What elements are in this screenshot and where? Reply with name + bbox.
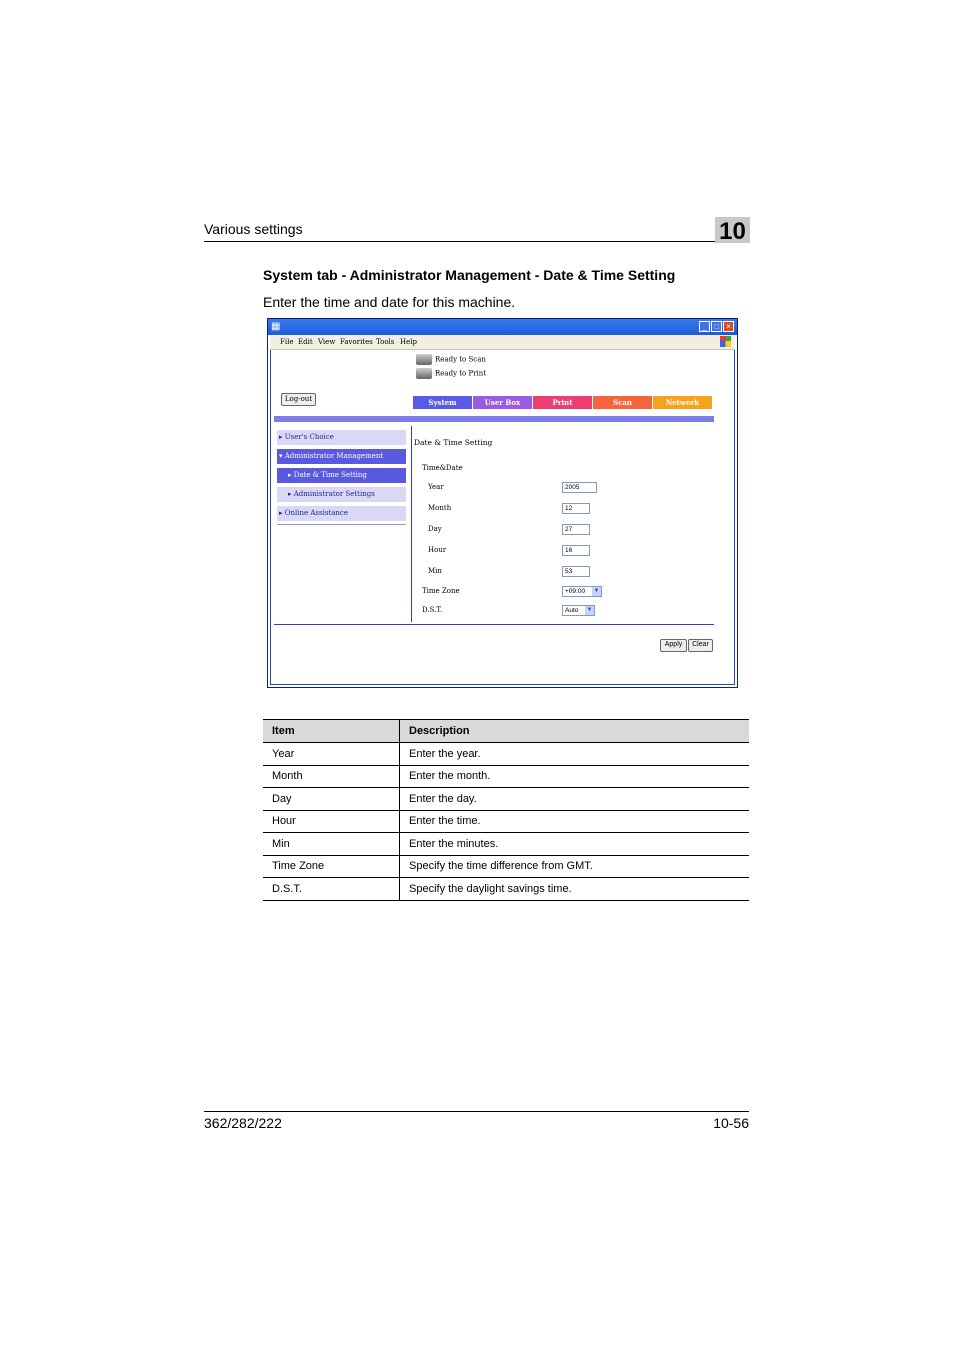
sidebar-item-online-assistance[interactable]: ▸ Online Assistance <box>277 506 406 521</box>
time-zone-label: Time Zone <box>422 587 460 595</box>
printer-icon <box>416 368 432 379</box>
minimize-icon[interactable]: _ <box>699 321 710 332</box>
sidebar-item-administrator-management[interactable]: ▾ Administrator Management <box>277 449 406 464</box>
header-rule <box>204 241 749 242</box>
item-cell: Day <box>263 788 400 811</box>
maximize-icon[interactable]: □ <box>711 321 722 332</box>
table-row <box>263 855 749 878</box>
table-row <box>263 833 749 856</box>
column-header-item: Item <box>263 720 400 743</box>
tab-scan[interactable]: Scan <box>593 396 652 409</box>
menu-file[interactable]: File <box>280 338 294 346</box>
description-cell: Enter the time. <box>400 810 750 833</box>
dst-select[interactable]: Auto ▼ <box>562 605 595 616</box>
item-cell: Hour <box>263 810 400 833</box>
window-titlebar <box>268 319 737 335</box>
panel-divider <box>411 426 412 622</box>
item-cell: Min <box>263 833 400 856</box>
scanner-icon <box>416 354 432 365</box>
menu-favorites[interactable]: Favorites <box>340 338 373 346</box>
settings-table <box>263 719 749 901</box>
table-row <box>263 765 749 788</box>
month-label: Month <box>428 504 452 512</box>
sidebar <box>277 430 406 525</box>
section-title: System tab - Administrator Management - Date & Time Setting <box>263 267 676 283</box>
intro-text: Enter the time and date for this machine. <box>263 294 516 310</box>
menu-bar <box>270 335 735 350</box>
running-header: Various settings <box>204 221 303 237</box>
min-input[interactable]: 53 <box>562 566 590 577</box>
chapter-number: 10 <box>715 217 750 243</box>
chevron-down-icon[interactable]: ▼ <box>586 607 593 613</box>
day-input[interactable]: 27 <box>562 524 590 535</box>
menu-view[interactable]: View <box>318 338 336 346</box>
main-tabs <box>413 396 713 409</box>
description-cell: Enter the year. <box>400 743 750 766</box>
tab-network[interactable]: Network <box>653 396 712 409</box>
item-cell: Time Zone <box>263 855 400 878</box>
page-number: 10-56 <box>713 1115 749 1131</box>
description-cell: Specify the time difference from GMT. <box>400 855 750 878</box>
browser-window-screenshot <box>267 318 738 688</box>
day-label: Day <box>428 525 442 533</box>
description-cell: Enter the day. <box>400 788 750 811</box>
footer-rule <box>204 1111 749 1112</box>
app-icon: ▦ <box>271 321 281 332</box>
item-cell: Year <box>263 743 400 766</box>
min-label: Min <box>428 567 442 575</box>
description-cell: Specify the daylight savings time. <box>400 878 750 901</box>
sidebar-item-date-time-setting[interactable]: ▸ Date & Time Setting <box>277 468 406 483</box>
year-label: Year <box>428 483 444 491</box>
tab-print[interactable]: Print <box>533 396 592 409</box>
group-label: Time&Date <box>422 464 463 472</box>
dst-label: D.S.T. <box>422 606 443 614</box>
header-bar <box>274 416 714 422</box>
table-row <box>263 743 749 766</box>
menu-tools[interactable]: Tools <box>376 338 395 346</box>
status-print: Ready to Print <box>416 368 486 379</box>
year-input[interactable]: 2005 <box>562 482 597 493</box>
chevron-down-icon[interactable]: ▼ <box>593 588 600 594</box>
menu-help[interactable]: Help <box>400 338 417 346</box>
apply-button[interactable]: Apply <box>660 639 687 652</box>
web-content <box>270 350 735 685</box>
description-cell: Enter the month. <box>400 765 750 788</box>
footer-model: 362/282/222 <box>204 1115 282 1131</box>
form-divider <box>274 624 714 625</box>
tab-system[interactable]: System <box>413 396 472 409</box>
month-input[interactable]: 12 <box>562 503 590 514</box>
table-row <box>263 878 749 901</box>
table-row <box>263 788 749 811</box>
sidebar-divider <box>277 524 406 525</box>
item-cell: D.S.T. <box>263 878 400 901</box>
tab-user-box[interactable]: User Box <box>473 396 532 409</box>
time-zone-select[interactable]: +09:00 ▼ <box>562 586 602 597</box>
table-header-row <box>263 720 749 743</box>
status-scan: Ready to Scan <box>416 354 486 365</box>
table-row <box>263 810 749 833</box>
column-header-description: Description <box>400 720 750 743</box>
form-title: Date & Time Setting <box>414 438 493 447</box>
hour-label: Hour <box>428 546 447 554</box>
close-icon[interactable]: × <box>723 321 734 332</box>
menu-edit[interactable]: Edit <box>298 338 313 346</box>
description-cell: Enter the minutes. <box>400 833 750 856</box>
hour-input[interactable]: 16 <box>562 545 590 556</box>
windows-logo-icon <box>720 336 731 347</box>
item-cell: Month <box>263 765 400 788</box>
sidebar-item-administrator-settings[interactable]: ▸ Administrator Settings <box>277 487 406 502</box>
sidebar-item-users-choice[interactable]: ▸ User's Choice <box>277 430 406 445</box>
clear-button[interactable]: Clear <box>688 639 713 652</box>
logout-button[interactable]: Log-out <box>281 393 316 406</box>
